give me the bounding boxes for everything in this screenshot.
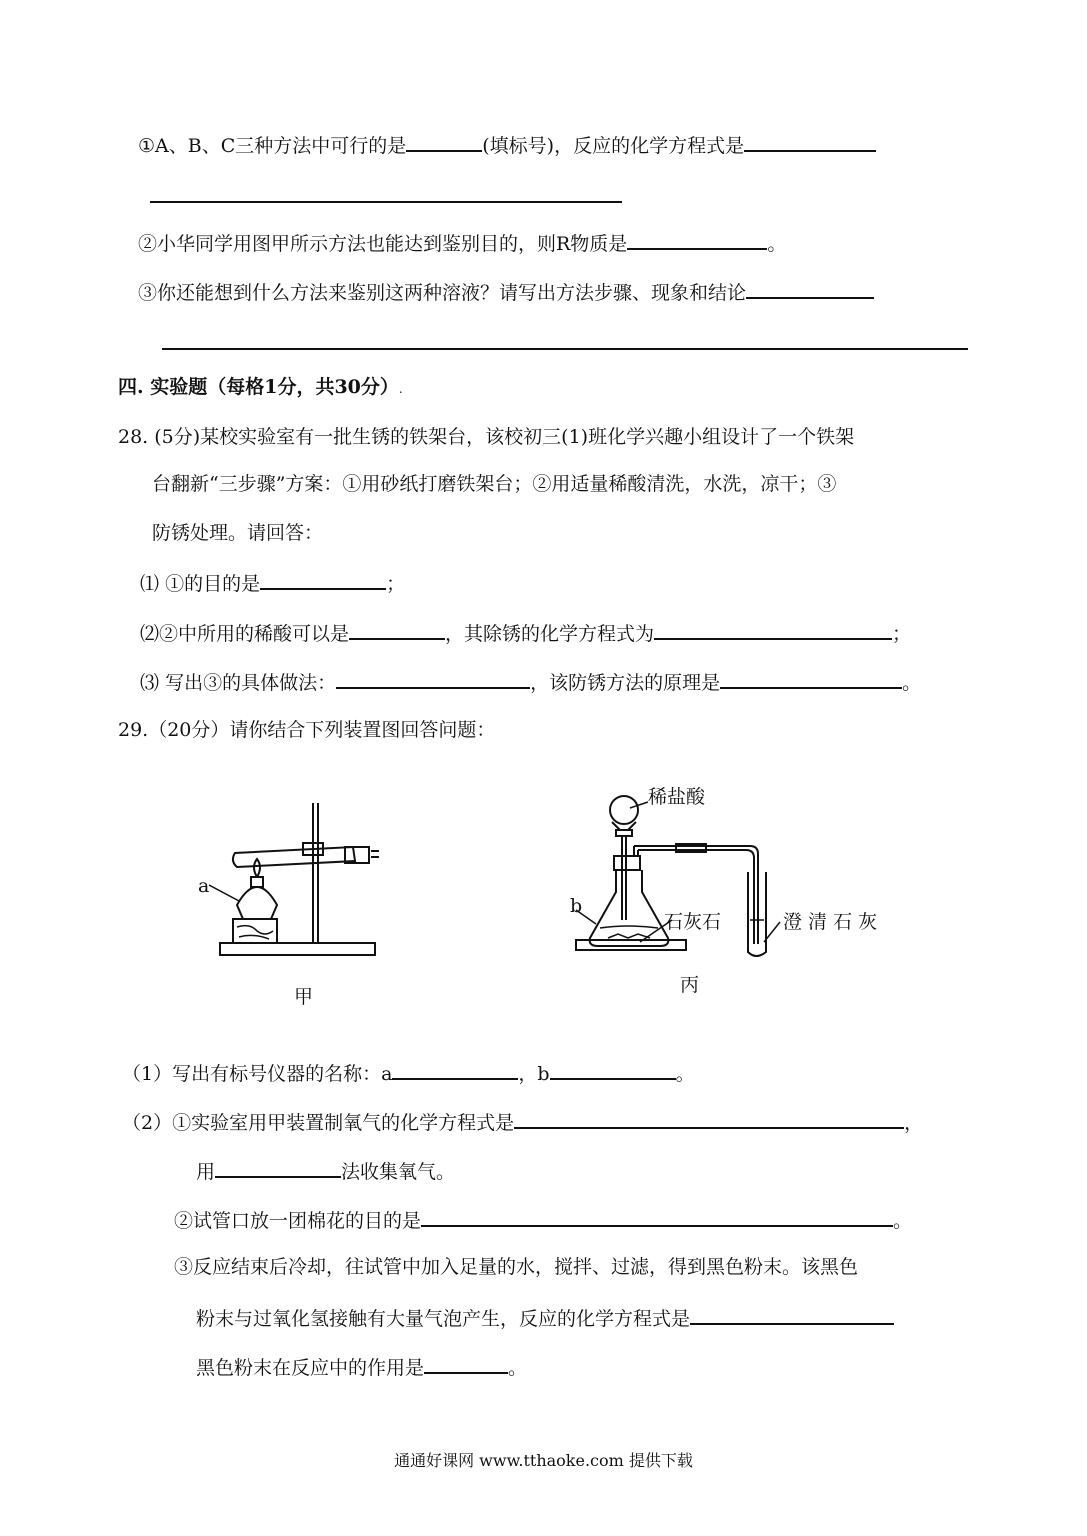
part-number: ⑶ xyxy=(140,672,160,694)
punct: ； xyxy=(892,623,912,645)
answer-blank[interactable] xyxy=(690,1303,894,1325)
answer-blank[interactable] xyxy=(421,1205,893,1227)
q28-part2 xyxy=(140,618,911,647)
part-text: 用 xyxy=(196,1161,216,1183)
section-title-text: 四. 实验题（每格1分，共30分） xyxy=(118,376,399,398)
part-text: 黑色粉末在反应中的作用是 xyxy=(196,1357,425,1379)
footer-credit: 通通好课网 www.tthaoke.com 提供下载 xyxy=(394,1451,693,1470)
answer-blank[interactable] xyxy=(336,667,530,689)
q-r-line xyxy=(138,228,786,257)
q28-line3: 防锈处理。请回答： xyxy=(152,522,324,544)
q-other-method-line xyxy=(138,277,874,306)
answer-blank[interactable] xyxy=(550,1058,676,1080)
part-text: 写出③的具体做法： xyxy=(165,672,337,694)
q29-line1: 29.（20分）请你结合下列装置图回答问题： xyxy=(118,719,496,741)
q29-s1 xyxy=(122,1058,695,1087)
part-text: 粉末与过氧化氢接触有大量气泡产生，反应的化学方程式是 xyxy=(196,1308,691,1330)
q-method-text: ①A、B、C三种方法中可行的是 xyxy=(138,135,407,157)
punct: ， xyxy=(904,1112,924,1134)
q28-line2: 台翻新“三步骤”方案：①用砂纸打磨铁架台；②用适量稀酸清洗，水洗，凉干；③ xyxy=(152,473,837,495)
q-r-text: ②小华同学用图甲所示方法也能达到鉴别目的，则R物质是 xyxy=(138,233,628,255)
answer-blank[interactable] xyxy=(424,1352,508,1374)
label-a: a xyxy=(198,875,210,897)
part-number: ⑴ xyxy=(140,573,160,595)
test-tube xyxy=(233,847,355,867)
section-title xyxy=(118,374,403,402)
punct: ； xyxy=(386,573,406,595)
part-number: ⑵ xyxy=(140,623,160,645)
wood-block xyxy=(233,919,277,943)
answer-blank[interactable] xyxy=(215,1156,341,1178)
label-hydrochloric-acid: 稀盐酸 xyxy=(648,786,706,808)
answer-blank[interactable] xyxy=(406,130,482,152)
part-text: （1）写出有标号仪器的名称：a xyxy=(122,1063,393,1085)
answer-blank[interactable] xyxy=(349,618,445,640)
alcohol-lamp xyxy=(237,887,277,919)
q-method-line xyxy=(138,130,876,159)
stray-dot: . xyxy=(398,382,403,396)
punct: 。 xyxy=(902,672,922,694)
q28-part3 xyxy=(140,667,921,696)
answer-blank[interactable] xyxy=(654,618,892,640)
q28-part1 xyxy=(140,568,405,597)
answer-blank[interactable] xyxy=(392,1058,518,1080)
stand-base xyxy=(220,943,375,955)
part-text: （2）①实验室用甲装置制氧气的化学方程式是 xyxy=(122,1112,515,1134)
conical-flask xyxy=(590,870,669,946)
caption-jia: 甲 xyxy=(294,986,314,1008)
part-text: ，b xyxy=(518,1063,550,1085)
answer-line[interactable] xyxy=(162,348,968,350)
answer-blank[interactable] xyxy=(744,130,876,152)
punct: 。 xyxy=(675,1063,695,1085)
answer-blank[interactable] xyxy=(514,1107,904,1129)
answer-blank[interactable] xyxy=(260,568,386,590)
part-text: ②中所用的稀酸可以是 xyxy=(159,623,350,645)
separatory-funnel xyxy=(610,796,638,824)
punct: 。 xyxy=(767,233,787,255)
punct: 。 xyxy=(508,1357,528,1379)
punct: 。 xyxy=(893,1210,913,1232)
answer-line[interactable] xyxy=(150,201,622,203)
q-method-text2: ，反应的化学方程式是 xyxy=(554,135,745,157)
q29-s2b xyxy=(196,1156,455,1185)
q29-s2d: ③反应结束后冷却，往试管中加入足量的水，搅拌、过滤，得到黑色粉末。该黑色 xyxy=(174,1256,859,1278)
part-text: ，其除锈的化学方程式为 xyxy=(445,623,655,645)
label-b: b xyxy=(570,895,583,917)
q-method-hint: (填标号) xyxy=(482,135,555,157)
answer-blank[interactable] xyxy=(627,228,767,250)
q29-s2e xyxy=(196,1303,894,1332)
caption-bing: 丙 xyxy=(680,974,700,996)
q29-s2c xyxy=(174,1205,912,1234)
q29-s2a xyxy=(122,1107,923,1136)
label-limestone: 石灰石 xyxy=(664,911,722,933)
answer-blank[interactable] xyxy=(746,277,874,299)
q-other-method-text: ③你还能想到什么方法来鉴别这两种溶液？请写出方法步骤、现象和结论 xyxy=(138,282,747,304)
part-text: ，该防锈方法的原理是 xyxy=(530,672,721,694)
part-text: 法收集氧气。 xyxy=(341,1161,456,1183)
figure-jia xyxy=(195,795,385,965)
part-text: ①的目的是 xyxy=(165,573,261,595)
part-text: ②试管口放一团棉花的目的是 xyxy=(174,1210,422,1232)
q29-s2f xyxy=(196,1352,527,1381)
q28-line1: 28. (5分)某校实验室有一批生锈的铁架台，该校初三(1)班化学兴趣小组设计了一个铁架 xyxy=(118,426,855,448)
answer-blank[interactable] xyxy=(720,667,902,689)
label-limewater: 澄 清 石 灰 xyxy=(783,911,878,933)
